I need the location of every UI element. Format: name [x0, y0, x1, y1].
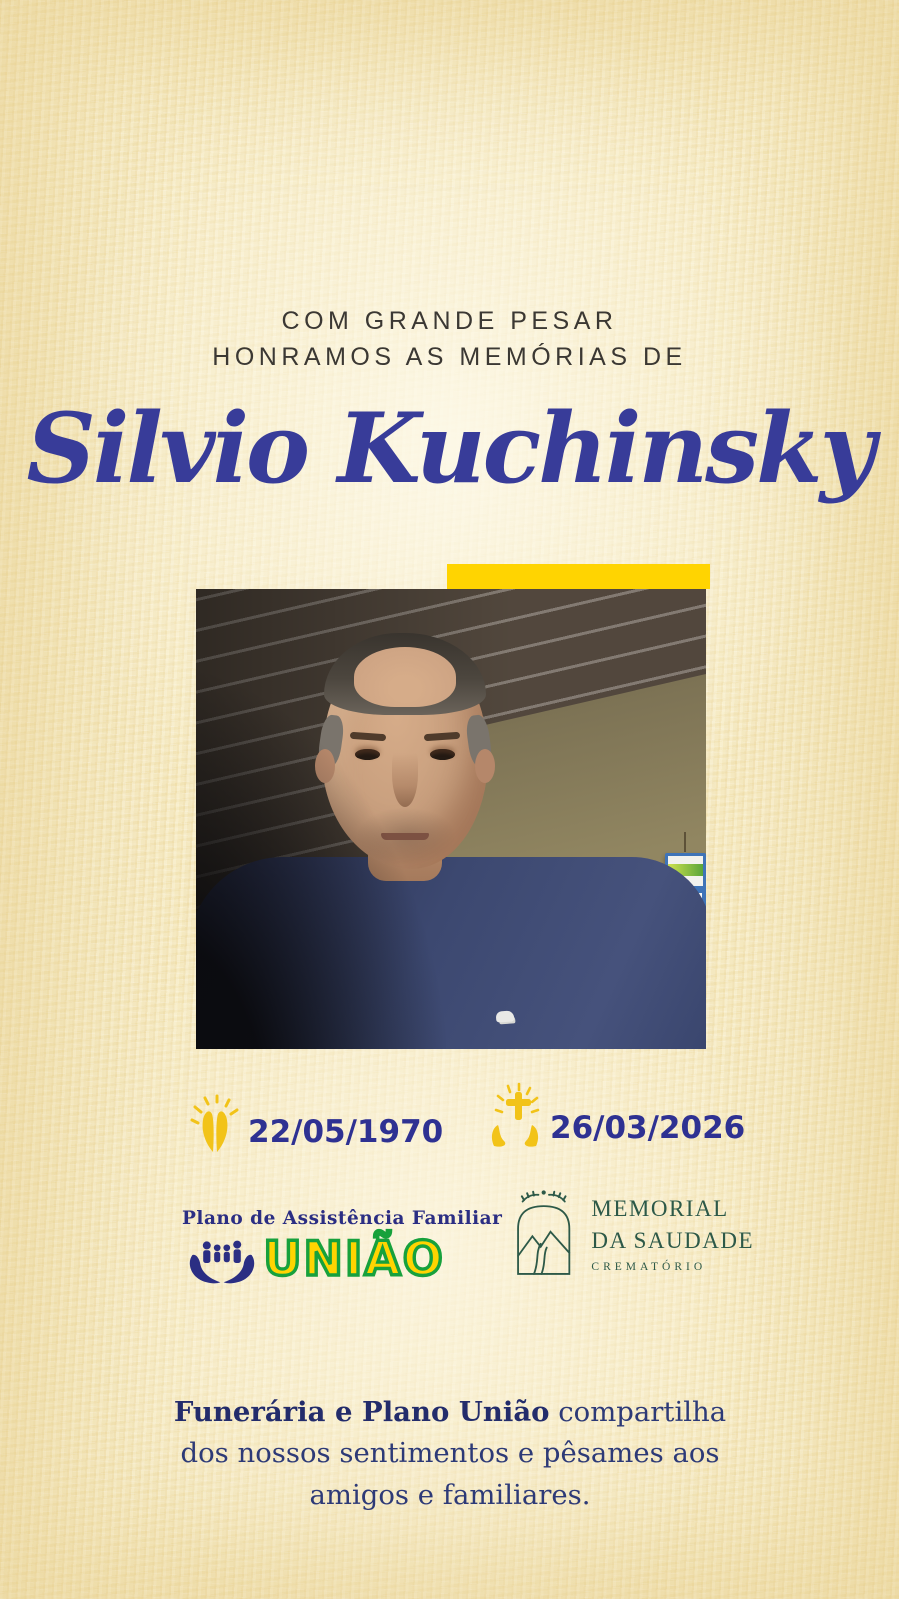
deceased-photo	[196, 589, 706, 1049]
memorial-subtitle: CREMATÓRIO	[591, 1261, 707, 1274]
memorial-name-line1: MEMORIAL	[591, 1195, 729, 1221]
condolence-message	[150, 1392, 750, 1516]
calendar-nail	[684, 832, 686, 852]
deceased-name: Silvio Kuchinsky	[26, 392, 873, 505]
birth-date-group	[186, 1088, 443, 1154]
uniao-tagline: Plano de Assistência Familiar	[182, 1208, 503, 1229]
header-line-1: COM GRANDE PESAR	[281, 307, 618, 335]
birth-date: 22/05/1970	[248, 1114, 444, 1150]
ear-right	[475, 749, 495, 783]
memorial-name-line2: DA SAUDADE	[591, 1227, 754, 1253]
memorial-logo	[506, 1178, 754, 1290]
death-date: 26/03/2026	[550, 1110, 746, 1146]
condolence-text: compartilha dos nossos sentimentos e pêsames aos amigos e familiares.	[180, 1396, 727, 1511]
condolence-bold: Funerária e Plano União	[173, 1396, 550, 1428]
praying-hands-icon	[186, 1090, 242, 1154]
shirt-bear-logo	[496, 1010, 515, 1022]
uniao-wordmark: UNIÃO	[263, 1231, 445, 1287]
arch-mountains-laurel-icon	[506, 1178, 581, 1290]
header-line-2: HONRAMOS AS MEMÓRIAS DE	[212, 343, 687, 371]
header	[0, 303, 899, 375]
accent-bar	[447, 564, 710, 589]
hands-family-icon	[185, 1231, 259, 1287]
death-date-group	[486, 1084, 745, 1150]
cross-hands-icon	[486, 1080, 544, 1150]
uniao-logo	[182, 1208, 503, 1287]
